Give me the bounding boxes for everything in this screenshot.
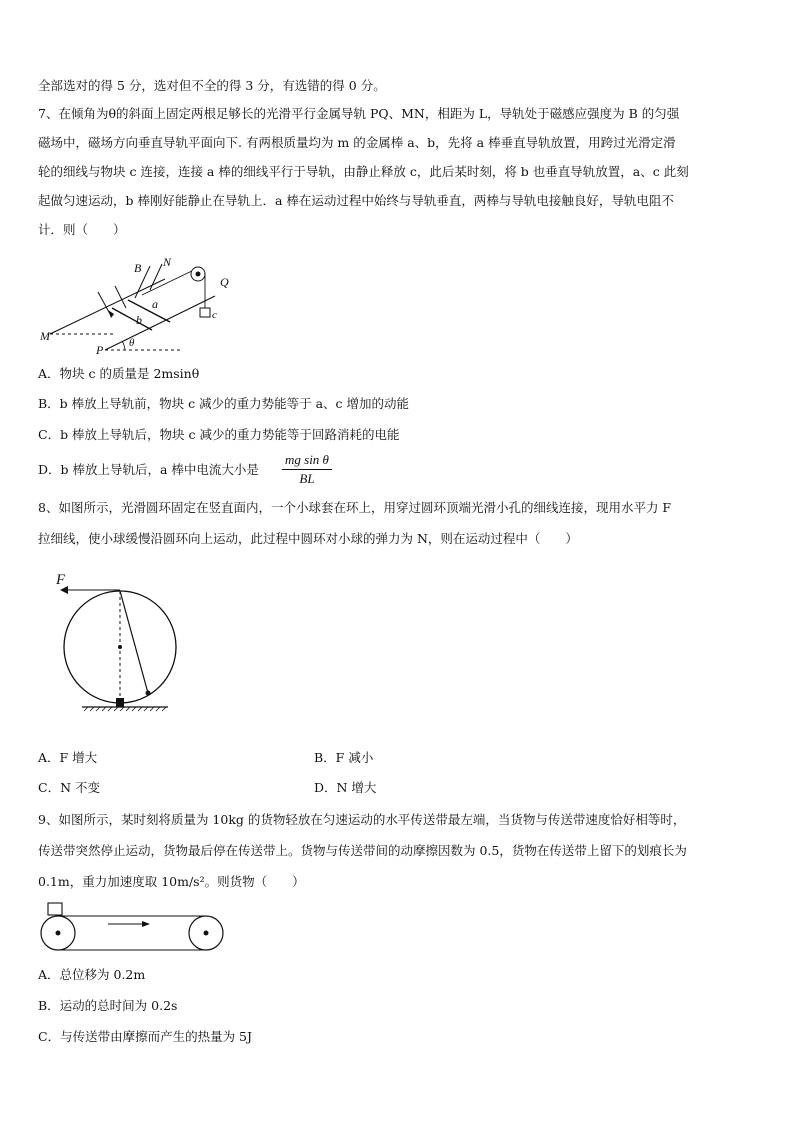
q9-stem-line-2: 传送带突然停止运动，货物最后停在传送带上。货物与传送带间的动摩擦因数为 0.5，货物在传送带上留下的划痕长为 — [38, 843, 687, 858]
fraction-numerator: mg sin θ — [282, 452, 332, 470]
q7-option-c: C．b 棒放上导轨后，物块 c 减少的重力势能等于回路消耗的电能 — [38, 427, 400, 442]
q8-ring-diagram — [50, 566, 250, 726]
label-B: B — [134, 261, 142, 275]
q9-option-c: C．与传送带由摩擦而产生的热量为 5J — [38, 1029, 253, 1044]
q9-conveyor-diagram — [38, 900, 238, 960]
q7-stem-line-4: 起做匀速运动，b 棒刚好能静止在导轨上．a 棒在运动过程中始终与导轨垂直，两棒与导轨电接触良好，导轨电阻不 — [38, 193, 674, 208]
q8-option-a: A．F 增大 — [38, 750, 98, 765]
q7-incline-rail-diagram — [30, 252, 270, 362]
label-b: b — [136, 313, 142, 327]
q7-stem-line-2: 磁场中，磁场方向垂直导轨平面向下. 有两根质量均为 m 的金属棒 a、b，先将 a 棒垂直导轨放置，用跨过光滑定滑 — [38, 135, 676, 150]
q8-option-c: C．N 不变 — [38, 780, 100, 795]
q8-option-d: D．N 增大 — [314, 780, 377, 795]
q8-stem-line-2: 拉细线，使小球缓慢沿圆环向上运动，此过程中圆环对小球的弹力为 N，则在运动过程中（ ） — [38, 531, 578, 546]
q7-stem-line-5: 计．则（ ） — [38, 222, 126, 237]
q7-option-a: A．物块 c 的质量是 2msinθ — [38, 366, 200, 381]
label-theta: θ — [129, 337, 135, 349]
q7-option-d: D．b 棒放上导轨后，a 棒中电流大小是 — [38, 462, 259, 477]
q8-option-b: B．F 减小 — [314, 750, 374, 765]
instruction-line: 全部选对的得 5 分，选对但不全的得 3 分，有选错的得 0 分。 — [38, 78, 386, 93]
q9-option-a: A．总位移为 0.2m — [38, 967, 146, 982]
label-N: N — [163, 255, 172, 269]
q7-stem-line-1: 7、在倾角为θ的斜面上固定两根足够长的光滑平行金属导轨 PQ、MN，相距为 L，导轨处于磁感应强度为 B 的匀强 — [38, 106, 680, 121]
fraction-denominator: BL — [299, 471, 315, 486]
q9-stem-line-3: 0.1m，重力加速度取 10m/s²。则货物（ ） — [38, 874, 305, 889]
q9-stem-line-1: 9、如图所示，某时刻将质量为 10kg 的货物轻放在匀速运动的水平传送带最左端，当货物与传送带速度恰好相等时， — [38, 812, 686, 827]
label-P: P — [96, 343, 104, 357]
q7-option-d-fraction — [282, 452, 332, 487]
label-F: F — [56, 572, 66, 588]
q8-stem-line-1: 8、如图所示，光滑圆环固定在竖直面内，一个小球套在环上，用穿过圆环顶端光滑小孔的细线连接，现用水平力 F — [38, 500, 672, 515]
label-Q: Q — [220, 275, 229, 289]
label-M: M — [40, 329, 50, 343]
q7-stem-line-3: 轮的细线与物块 c 连接，连接 a 棒的细线平行于导轨，由静止释放 c，此后某时刻，将 b 也垂直导轨放置，a、c 此刻 — [38, 164, 689, 179]
q9-option-b: B．运动的总时间为 0.2s — [38, 998, 178, 1013]
q7-option-b: B．b 棒放上导轨前，物块 c 减少的重力势能等于 a、c 增加的动能 — [38, 396, 410, 411]
label-a: a — [152, 297, 158, 311]
label-c: c — [212, 309, 217, 321]
